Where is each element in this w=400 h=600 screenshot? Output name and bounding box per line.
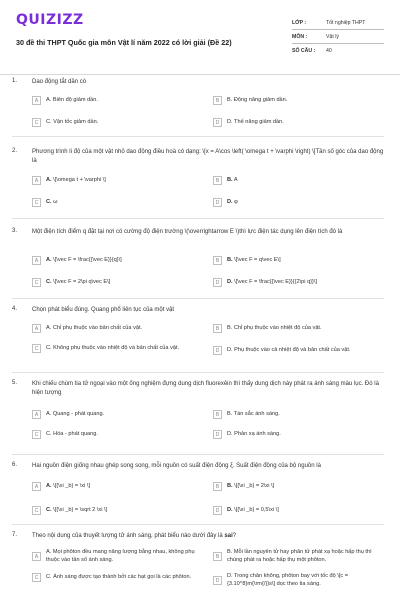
option-label: A — [233, 176, 238, 183]
option-letter-label: C. — [46, 278, 52, 285]
question-number: 5. — [12, 380, 18, 386]
option-letter-label: D. — [227, 506, 233, 513]
question-text — [32, 532, 384, 541]
question-1 — [12, 78, 384, 126]
question-text: Một điện tích điểm q đặt tại nơi có cường độ điện trường \(\overrightarrow E \)thì lực điện tác dụng lên điện tích đó là — [32, 229, 343, 235]
question-6 — [12, 462, 384, 514]
question-divider — [12, 372, 384, 373]
question-divider — [12, 454, 384, 455]
question-divider — [12, 298, 384, 299]
option-c[interactable] — [32, 344, 204, 353]
option-label: \[{\xi _b} = 0,5\xi \] — [234, 506, 279, 513]
option-letter-label: B. — [227, 176, 233, 183]
question-text-emphasis: sai — [224, 533, 233, 539]
option-label: D. Thế năng giảm dần. — [227, 118, 284, 125]
option-letter-box: C — [32, 344, 41, 353]
option-letter-label: D. — [227, 278, 233, 285]
meta-row-count — [292, 44, 384, 58]
option-a[interactable] — [32, 410, 204, 419]
option-label: C. Hóa - phát quang. — [46, 430, 98, 437]
quizizz-logo: QUIZIZZ — [16, 12, 84, 28]
option-letter-box: B — [213, 410, 222, 419]
option-letter-box: A — [32, 176, 41, 185]
option-b[interactable] — [213, 96, 385, 105]
option-label: \[\omega t + \varphi \] — [53, 176, 106, 183]
option-a[interactable] — [32, 256, 204, 265]
meta-row-subject — [292, 30, 384, 44]
question-number: 1. — [12, 78, 18, 84]
option-letter-box: D — [213, 506, 222, 515]
document-title: 30 đề thi THPT Quốc gia môn Vật lí năm 2022 có lời giải (Đề 22) — [16, 38, 232, 47]
meta-label-subject: MÔN : — [292, 33, 308, 40]
question-number: 7. — [12, 532, 18, 538]
title-block — [16, 12, 232, 74]
option-label: \[\vec F = q\vec E\] — [234, 256, 281, 263]
option-letter-box: A — [32, 96, 41, 105]
option-label: ω — [53, 198, 58, 205]
option-b[interactable] — [213, 324, 385, 333]
option-label: A. Quang - phát quang. — [46, 410, 105, 417]
option-label: \[\vec F = \frac{{\vec E}}{{2\pi q}}\] — [234, 278, 318, 285]
option-letter-box: A — [32, 256, 41, 265]
option-letter-box: A — [32, 482, 41, 491]
option-label: B. Tán sắc ánh sáng. — [227, 410, 280, 417]
option-d[interactable] — [213, 430, 385, 439]
option-letter-box: C — [32, 118, 41, 127]
option-a[interactable] — [32, 482, 204, 491]
option-letter-box: C — [32, 430, 41, 439]
header-divider — [0, 74, 400, 75]
option-label: D. Phụ thuộc vào cả nhiệt độ và bản chất của vật. — [227, 346, 351, 353]
option-letter-label: D. — [227, 198, 233, 205]
question-3 — [12, 228, 384, 286]
option-label: \[{\xi _b} = \xi \] — [53, 482, 91, 489]
option-c[interactable] — [32, 118, 204, 127]
question-divider — [12, 136, 384, 137]
option-letter-label: A. — [46, 176, 52, 183]
question-5 — [12, 380, 384, 438]
option-letter-box: B — [213, 552, 222, 561]
option-label: C. Vận tốc giảm dần. — [46, 118, 99, 125]
option-label: B. Chỉ phụ thuộc vào nhiệt độ của vật. — [227, 324, 322, 331]
option-letter-box: D — [213, 576, 222, 585]
option-letter-box: A — [32, 552, 41, 561]
option-c[interactable] — [32, 573, 204, 582]
option-label: D. Phản xạ ánh sáng. — [227, 430, 281, 437]
option-a[interactable] — [32, 96, 204, 105]
question-text-end: ? — [232, 533, 237, 539]
option-letter-box: C — [32, 506, 41, 515]
option-a[interactable] — [32, 176, 204, 185]
option-letter-box: A — [32, 324, 41, 333]
option-d[interactable] — [213, 198, 385, 207]
option-letter-box: C — [32, 278, 41, 287]
option-label: \[{\xi _b} = 2\xi \] — [234, 482, 275, 489]
question-text: Dao động tắt dần có — [32, 79, 87, 85]
option-label: D. Trong chân không, phôton bay với tốc độ \[c = {3.10^8}m{\rm{/}}s\] dọc theo tia sáng. — [227, 573, 349, 587]
option-d[interactable] — [213, 506, 385, 515]
option-c[interactable] — [32, 506, 204, 515]
option-b[interactable] — [213, 549, 385, 564]
option-c[interactable] — [32, 198, 204, 207]
option-d[interactable] — [213, 573, 385, 588]
option-d[interactable] — [213, 278, 385, 287]
option-b[interactable] — [213, 176, 385, 185]
option-a[interactable] — [32, 324, 204, 333]
meta-label-class: LỚP : — [292, 19, 307, 26]
question-number: 3. — [12, 228, 18, 234]
option-letter-box: B — [213, 96, 222, 105]
option-letter-box: B — [213, 256, 222, 265]
option-label: A. Mọi phôton đều mang năng lượng bằng nhau, không phụ thuộc vào tần số ánh sáng. — [46, 549, 195, 563]
option-label: A. Chỉ phụ thuộc vào bản chất của vật. — [46, 324, 143, 331]
option-letter-label: A. — [46, 256, 52, 263]
option-letter-box: D — [213, 346, 222, 355]
question-2 — [12, 148, 384, 206]
option-letter-box: C — [32, 573, 41, 582]
option-letter-label: B. — [227, 256, 233, 263]
option-label: C. Không phụ thuộc vào nhiệt độ và bản chất của vật. — [46, 344, 180, 351]
question-text: Phương trình li độ của một vật nhỏ dao động điều hoà có dạng: \[x = A\cos \left( \omega t + \varphi \right) \]Tần số góc của dao động là — [32, 149, 384, 164]
question-number: 6. — [12, 462, 18, 468]
option-letter-label: C. — [46, 506, 52, 513]
meta-value-class: Tốt nghiệp THPT — [326, 19, 366, 26]
question-4 — [12, 306, 384, 354]
option-label: φ — [234, 198, 238, 205]
question-7 — [12, 532, 384, 587]
option-letter-box: C — [32, 198, 41, 207]
question-divider — [12, 218, 384, 219]
worksheet-header — [16, 12, 384, 74]
question-number: 4. — [12, 306, 18, 312]
option-c[interactable] — [32, 430, 204, 439]
option-label: B. Mỗi lần nguyên tử hay phân tử phát xạ hoặc hấp thụ thì chúng phát ra hoặc hấp thụ một phôton. — [227, 549, 372, 563]
question-text: Khi chiếu chùm tia tử ngoại vào một ống nghiệm đựng dung dịch fluorexêin thì thấy dung dịch này phát ra ánh sáng màu lục. Đó là hiện tượng — [32, 381, 379, 396]
option-letter-box: B — [213, 324, 222, 333]
question-divider — [12, 524, 384, 525]
option-label: B. Động năng giảm dần. — [227, 96, 288, 103]
meta-value-count: 40 — [326, 48, 332, 54]
option-label: A. Biên độ giảm dần. — [46, 96, 98, 103]
option-letter-box: A — [32, 410, 41, 419]
option-c[interactable] — [32, 278, 204, 287]
option-label: C. Ánh sáng được tạo thành bởi các hạt gọi là các phôton. — [46, 573, 192, 580]
question-text-main: Theo nội dung của thuyết lượng tử ánh sáng, phát biểu nào dưới đây là — [32, 533, 225, 539]
option-letter-box: D — [213, 278, 222, 287]
option-d[interactable] — [213, 346, 385, 355]
option-letter-label: A. — [46, 482, 52, 489]
option-a[interactable] — [32, 549, 204, 564]
option-label: \[\vec F = \frac{{\vec E}}{q}\] — [53, 256, 122, 263]
question-number: 2. — [12, 148, 18, 154]
option-label: \[\vec F = 2\pi q\vec E\] — [53, 278, 111, 285]
meta-label-count: SỐ CÂU : — [292, 48, 316, 54]
option-letter-label: C. — [46, 198, 52, 205]
option-letter-box: B — [213, 482, 222, 491]
option-letter-label: B. — [227, 482, 233, 489]
option-b[interactable] — [213, 410, 385, 419]
question-text: Hai nguồn điện giống nhau ghép song song, mỗi nguồn có suất điện động ξ. Suất điện động của bộ nguồn là — [32, 463, 321, 469]
option-letter-box: D — [213, 430, 222, 439]
option-d[interactable] — [213, 118, 385, 127]
option-letter-box: D — [213, 118, 222, 127]
meta-value-subject: Vật lý — [326, 33, 339, 40]
meta-row-class — [292, 16, 384, 30]
question-text: Chọn phát biểu đúng. Quang phổ liên tục của một vật — [32, 307, 175, 313]
option-letter-box: B — [213, 176, 222, 185]
option-letter-box: D — [213, 198, 222, 207]
option-b[interactable] — [213, 482, 385, 491]
meta-table — [292, 16, 384, 74]
option-label: \[{\xi _b} = \sqrt 2 \xi \] — [53, 506, 108, 513]
option-b[interactable] — [213, 256, 385, 265]
